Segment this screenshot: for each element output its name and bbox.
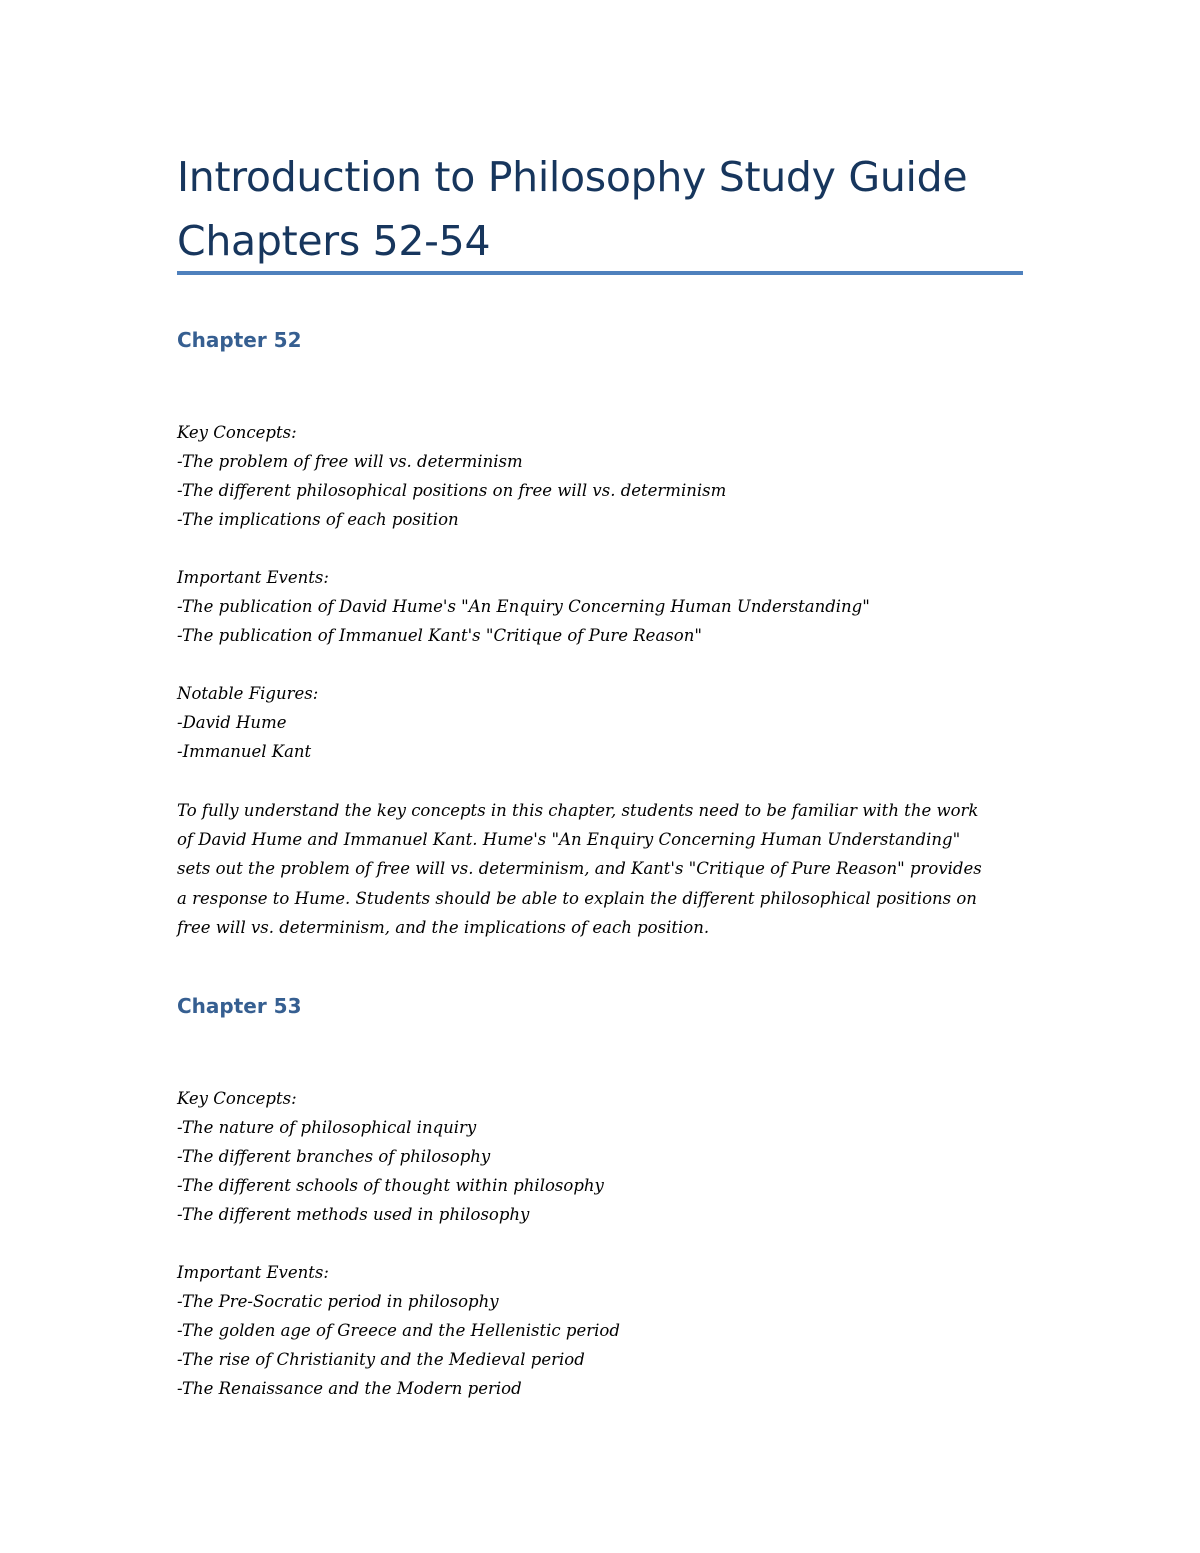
ch52-summary-line: a response to Hume. Students should be able to explain the different philosophical positions on — [177, 888, 977, 908]
ch53-events-label: Important Events: — [177, 1263, 329, 1282]
ch53-key-concept-item: -The different methods used in philosophy — [177, 1205, 530, 1224]
ch52-event-item: -The publication of David Hume's "An Enquiry Concerning Human Understanding" — [177, 597, 870, 616]
ch52-events-label: Important Events: — [177, 568, 329, 587]
ch52-key-concept-item: -The implications of each position — [177, 510, 459, 529]
ch53-event-item: -The rise of Christianity and the Medieval period — [177, 1350, 585, 1369]
ch53-event-item: -The Pre-Socratic period in philosophy — [177, 1292, 499, 1311]
document-title — [177, 145, 1023, 273]
ch52-figure-item: -Immanuel Kant — [177, 742, 312, 761]
ch52-figures-label: Notable Figures: — [177, 684, 319, 703]
ch52-key-concept-item: -The problem of free will vs. determinism — [177, 452, 523, 471]
ch52-summary-paragraph — [177, 796, 1023, 942]
ch52-key-concept-item: -The different philosophical positions on free will vs. determinism — [177, 481, 727, 500]
ch52-summary-line: of David Hume and Immanuel Kant. Hume's "An Enquiry Concerning Human Understanding" — [177, 830, 961, 850]
ch52-key-concepts-label: Key Concepts: — [177, 423, 297, 442]
chapter-52-heading: Chapter 52 — [177, 328, 302, 352]
title-line-1: Introduction to Philosophy Study Guide — [177, 153, 968, 201]
chapter-53-heading: Chapter 53 — [177, 994, 302, 1018]
ch52-figure-item: -David Hume — [177, 713, 287, 732]
title-line-2: Chapters 52-54 — [177, 217, 491, 265]
ch52-summary-line: To fully understand the key concepts in this chapter, students need to be familiar with the work — [177, 801, 979, 820]
ch53-key-concept-item: -The nature of philosophical inquiry — [177, 1118, 477, 1137]
ch53-key-concept-item: -The different branches of philosophy — [177, 1147, 491, 1166]
ch52-summary-line: free will vs. determinism, and the implications of each position. — [177, 917, 710, 937]
ch52-event-item: -The publication of Immanuel Kant's "Critique of Pure Reason" — [177, 626, 702, 645]
ch53-key-concept-item: -The different schools of thought within philosophy — [177, 1176, 604, 1195]
ch53-event-item: -The Renaissance and the Modern period — [177, 1379, 522, 1398]
title-underline-rule — [177, 271, 1023, 275]
ch53-key-concepts-label: Key Concepts: — [177, 1089, 297, 1108]
ch53-event-item: -The golden age of Greece and the Hellenistic period — [177, 1321, 620, 1340]
ch52-summary-line: sets out the problem of free will vs. determinism, and Kant's "Critique of Pure Reason" provides — [177, 859, 982, 879]
